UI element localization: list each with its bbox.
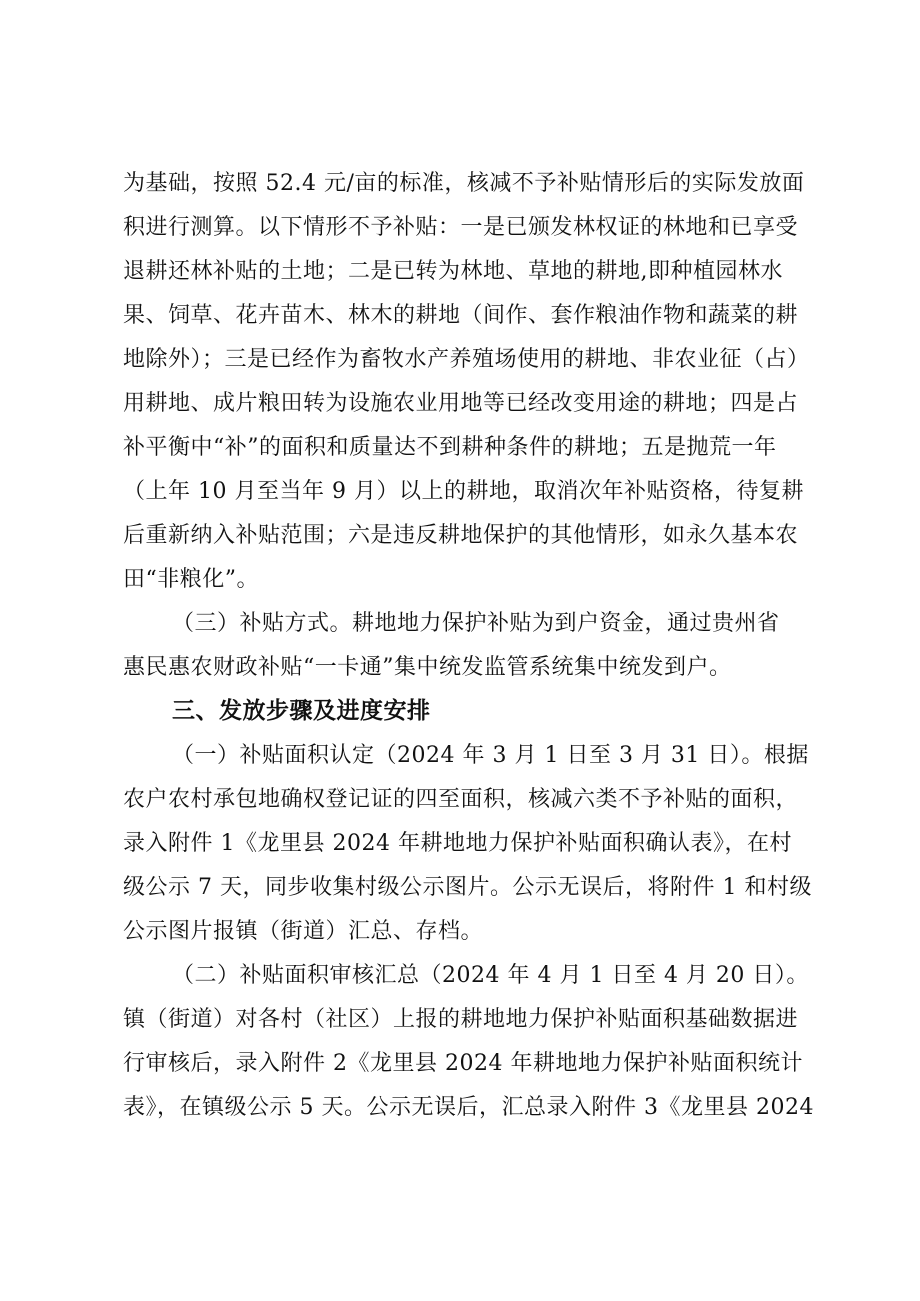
paragraph-line: （一）补贴面积认定（2024 年 3 月 1 日至 3 月 31 日）。根据 <box>172 743 809 768</box>
paragraph-line: （三）补贴方式。耕地地力保护补贴为到户资金，通过贵州省 <box>172 611 780 636</box>
paragraph-line: 后重新纳入补贴范围；六是违反耕地保护的其他情形，如永久基本农 <box>123 523 799 548</box>
paragraph-line: 地除外）；三是已经作为畜牧水产养殖场使用的耕地、非农业征（占） <box>123 347 810 372</box>
paragraph-line: （上年 10 月至当年 9 月）以上的耕地，取消次年补贴资格，待复耕 <box>123 479 804 504</box>
paragraph-line: 田“非粮化”。 <box>123 567 259 592</box>
paragraph-line: 公示图片报镇（街道）汇总、存档。 <box>123 919 484 944</box>
paragraph-line: 行审核后，录入附件 2《龙里县 2024 年耕地地力保护补贴面积统计 <box>123 1051 803 1076</box>
paragraph-line: 果、饲草、花卉苗木、林木的耕地（间作、套作粮油作物和蔬菜的耕 <box>123 303 799 328</box>
paragraph-line: （二）补贴面积审核汇总（2024 年 4 月 1 日至 4 月 20 日）。 <box>172 963 809 988</box>
paragraph-line: 级公示 7 天，同步收集村级公示图片。公示无误后，将附件 1 和村级 <box>123 875 812 900</box>
paragraph-line: 镇（街道）对各村（社区）上报的耕地地力保护补贴面积基础数据进 <box>123 1007 799 1032</box>
paragraph-line: 积进行测算。以下情形不予补贴：一是已颁发林权证的林地和已享受 <box>123 215 799 240</box>
paragraph-line: 退耕还林补贴的土地；二是已转为林地、草地的耕地,即种植园林水 <box>123 259 783 284</box>
paragraph-line: 用耕地、成片粮田转为设施农业用地等已经改变用途的耕地；四是占 <box>123 391 799 416</box>
paragraph-line: 表》，在镇级公示 5 天。公示无误后，汇总录入附件 3《龙里县 2024 <box>123 1095 814 1120</box>
paragraph-line: 录入附件 1《龙里县 2024 年耕地地力保护补贴面积确认表》，在村 <box>123 831 792 856</box>
paragraph-line: 补平衡中“补”的面积和质量达不到耕种条件的耕地；五是抛荒一年 <box>123 435 777 460</box>
section-heading: 三、发放步骤及进度安排 <box>172 698 431 724</box>
paragraph-line: 农户农村承包地确权登记证的四至面积，核减六类不予补贴的面积， <box>123 787 799 812</box>
paragraph-line: 为基础，按照 52.4 元/亩的标准，核减不予补贴情形后的实际发放面 <box>123 171 805 196</box>
paragraph-line: 惠民惠农财政补贴“一卡通”集中统发监管系统集中统发到户。 <box>123 655 732 680</box>
